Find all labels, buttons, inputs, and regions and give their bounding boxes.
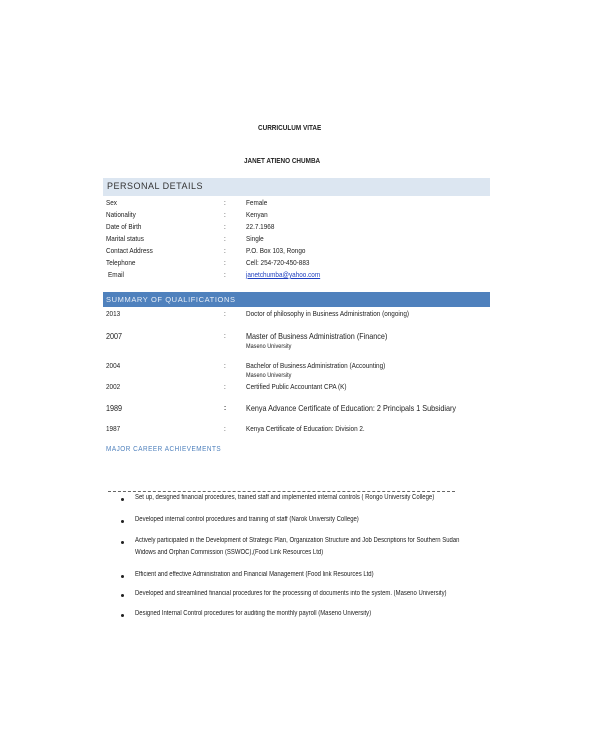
qualification-title: Kenya Advance Certificate of Education: 2 Principals 1 Subsidiary	[246, 403, 457, 413]
divider	[108, 491, 455, 492]
bullet-icon	[121, 575, 124, 578]
qualification-year: 2004	[106, 361, 121, 370]
qualification-title: Master of Business Administration (Finance)	[246, 331, 388, 341]
detail-value: Female	[246, 198, 268, 207]
bullet-icon	[121, 541, 124, 544]
qualification-year: 2013	[106, 309, 121, 318]
qualification-year: 2002	[106, 382, 121, 391]
separator: :	[224, 331, 226, 340]
detail-value: Kenyan	[246, 210, 268, 219]
achievement-item: Widows and Orphan Commission (SSWOC),(Food Link Resources Ltd)	[135, 549, 324, 556]
detail-label: Telephone	[106, 258, 136, 267]
qualification-title: Kenya Certificate of Education: Division 2.	[246, 424, 365, 433]
separator: :	[224, 210, 226, 219]
separator: :	[224, 382, 226, 391]
separator: :	[224, 234, 226, 243]
personal-details-header	[103, 178, 490, 196]
bullet-icon	[121, 520, 124, 523]
detail-label: Date of Birth	[106, 222, 142, 231]
qualification-year: 2007	[106, 331, 123, 341]
qualification-title: Doctor of philosophy in Business Administration (ongoing)	[246, 309, 410, 318]
qualification-title: Bachelor of Business Administration (Accounting)	[246, 361, 386, 370]
separator: :	[224, 258, 226, 267]
qualification-title: Certified Public Accountant CPA (K)	[246, 382, 347, 391]
qualification-year: 1987	[106, 424, 121, 433]
qualifications-heading: SUMMARY OF QUALIFICATIONS	[106, 295, 236, 304]
achievements-heading: MAJOR CAREER ACHIEVEMENTS	[106, 444, 222, 453]
detail-label: Marital status	[106, 234, 144, 243]
separator: :	[224, 424, 226, 433]
achievement-item: Developed and streamlined financial procedures for the processing of documents into the system. (Maseno University)	[135, 590, 447, 597]
separator: :	[224, 198, 226, 207]
detail-label: Sex	[106, 198, 117, 207]
separator: :	[224, 222, 226, 231]
separator: :	[224, 361, 226, 370]
qualification-year: 1989	[106, 403, 123, 413]
detail-value: Cell: 254-720-450-883	[246, 258, 310, 267]
detail-label: Nationality	[106, 210, 136, 219]
achievement-item: Set up, designed financial procedures, trained staff and implemented internal controls ( Rongo University College)	[135, 494, 435, 501]
achievement-item: Developed internal control procedures and training of staff (Narok University College)	[135, 516, 359, 523]
detail-label: Email	[108, 270, 124, 279]
qualification-institution: Maseno University	[246, 343, 292, 350]
separator: :	[224, 403, 227, 412]
qualifications-header	[103, 292, 490, 307]
achievement-item: Designed Internal Control procedures for auditing the monthly payroll (Maseno University)	[135, 610, 372, 617]
personal-details-heading: PERSONAL DETAILS	[107, 181, 204, 191]
email-link[interactable]: janetchumba@yahoo.com	[246, 270, 321, 279]
doc-title: CURRICULUM VITAE	[258, 123, 322, 132]
detail-label: Contact Address	[106, 246, 153, 255]
candidate-name: JANET ATIENO CHUMBA	[244, 156, 321, 165]
bullet-icon	[121, 594, 124, 597]
achievement-item: Actively participated in the Development of Strategic Plan, Organization Structure and Job Descriptions for Southern Sudan	[135, 537, 460, 544]
detail-value: P.O. Box 103, Rongo	[246, 246, 306, 255]
achievement-item: Efficient and effective Administration and Financial Management (Food link Resources Ltd)	[135, 571, 374, 578]
qualification-institution: Maseno University	[246, 372, 292, 379]
detail-value: 22.7.1968	[246, 222, 275, 231]
separator: :	[224, 270, 226, 279]
detail-value: Single	[246, 234, 264, 243]
separator: :	[224, 246, 226, 255]
bullet-icon	[121, 614, 124, 617]
separator: :	[224, 309, 226, 318]
bullet-icon	[121, 498, 124, 501]
